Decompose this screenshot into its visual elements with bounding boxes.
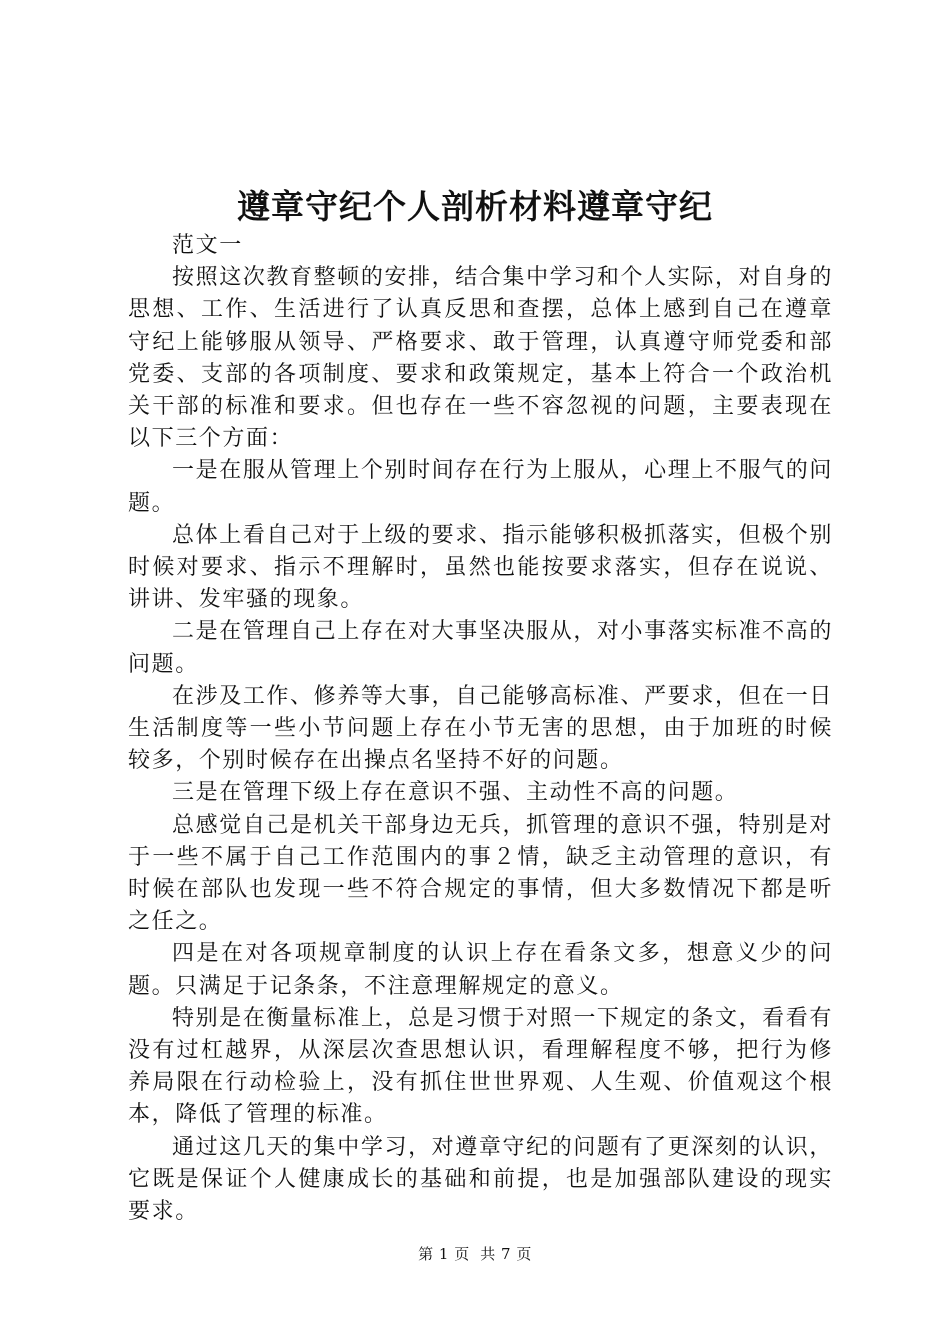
document-body: [128, 230, 833, 1228]
paragraph: 二是在管理自己上存在对大事坚决服从，对小事落实标准不高的问题。: [128, 619, 833, 677]
document-title: 遵章守纪个人剖析材料遵章守纪: [237, 187, 713, 226]
paragraph: 四是在对各项规章制度的认识上存在看条文多，想意义少的问题。只满足于记条条，不注意理解规定的意义。: [128, 941, 833, 999]
paragraph: 总感觉自己是机关干部身边无兵，抓管理的意识不强，特别是对于一些不属于自己工作范围内的事２情，缺乏主动管理的意识，有时候在部队也发现一些不符合规定的事情，但大多数情况下都是听之任之。: [128, 812, 833, 935]
paragraph: 特别是在衡量标准上，总是习惯于对照一下规定的条文，看看有没有过杠越界，从深层次查思想认识，看理解程度不够，把行为修养局限在行动检验上，没有抓住世世界观、人生观、价值观这个根本，降低了管理的标准。: [128, 1005, 833, 1128]
paragraph: 按照这次教育整顿的安排，结合集中学习和个人实际，对自身的思想、工作、生活进行了认真反思和查摆，总体上感到自己在遵章守纪上能够服从领导、严格要求、敢于管理，认真遵守师党委和部党委、支部的各项制度、要求和政策规定，基本上符合一个政治机关干部的标准和要求。但也存在一些不容忽视的问题，主要表现在以下三个方面：: [128, 265, 833, 452]
page-footer: [0, 1242, 950, 1266]
paragraph-heading-fanwen: 范文一: [172, 233, 243, 258]
paragraph: 总体上看自己对于上级的要求、指示能够积极抓落实，但极个别时候对要求、指示不理解时，虽然也能按要求落实，但存在说说、讲讲、发牢骚的现象。: [128, 522, 833, 613]
paragraph: 一是在服从管理上个别时间存在行为上服从，心理上不服气的问题。: [128, 458, 833, 516]
paragraph: 在涉及工作、修养等大事，自己能够高标准、严要求，但在一日生活制度等一些小节问题上存在小节无害的思想，由于加班的时候较多，个别时候存在出操点名坚持不好的问题。: [128, 683, 833, 774]
page-number-label: 第 1 页 共 7 页: [418, 1245, 532, 1263]
paragraph: 三是在管理下级上存在意识不强、主动性不高的问题。: [172, 780, 739, 806]
paragraph: 通过这几天的集中学习，对遵章守纪的问题有了更深刻的认识，它既是保证个人健康成长的基础和前提，也是加强部队建设的现实要求。: [128, 1134, 833, 1225]
